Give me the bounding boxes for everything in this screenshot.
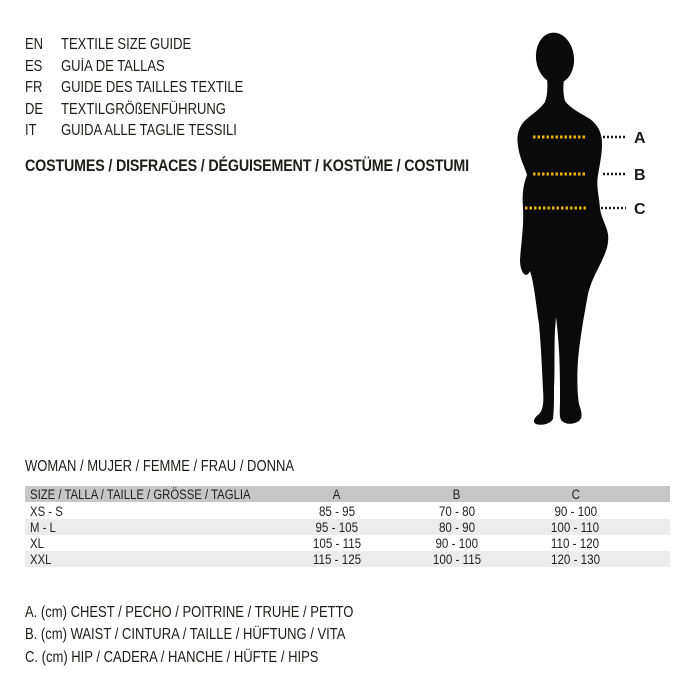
legend-hip: C. (cm) HIP / CADERA / HANCHE / HÜFTE / HIPS <box>25 648 319 666</box>
cell-size: XS - S <box>30 503 63 519</box>
language-text-it: GUIDA ALLE TAGLIE TESSILI <box>61 122 237 139</box>
measurement-legend <box>25 602 416 669</box>
language-text-de: TEXTILGRÖßENFÜHRUNG <box>61 100 226 118</box>
cell-size: XL <box>30 535 44 551</box>
measure-label-a: A <box>634 130 646 147</box>
cell-size: XXL <box>30 551 52 567</box>
category-title: COSTUMES / DISFRACES / DÉGUISEMENT / KOSTÜME / COSTUMI <box>25 156 469 175</box>
language-code-fr: FR <box>25 79 43 96</box>
language-row-it <box>25 120 278 142</box>
cell-c: 120 - 130 <box>550 551 601 567</box>
language-row-de <box>25 99 278 121</box>
table-row-xs-s <box>25 503 670 520</box>
measure-label-b: B <box>634 167 646 184</box>
measure-label-c: C <box>634 201 646 218</box>
language-text-fr: GUIDE DES TAILLES TEXTILE <box>61 79 244 96</box>
language-code-en: EN <box>25 36 44 53</box>
cell-a: 115 - 125 <box>312 551 362 567</box>
cell-size: M - L <box>30 519 56 535</box>
language-list <box>25 34 278 142</box>
cell-b: 90 - 100 <box>435 535 479 551</box>
language-text-es: GUÍA DE TALLAS <box>61 57 165 75</box>
cell-b: 70 - 80 <box>438 503 476 519</box>
woman-measurement-figure <box>450 20 700 460</box>
cell-a: 95 - 105 <box>315 519 359 535</box>
cell-c: 90 - 100 <box>554 503 597 519</box>
cell-b: 80 - 90 <box>438 519 476 535</box>
table-row-xxl <box>25 551 670 567</box>
legend-chest: A. (cm) CHEST / PECHO / POITRINE / TRUHE / PETTO <box>25 604 354 621</box>
table-row-m-l <box>25 519 670 535</box>
size-table-header-row <box>25 486 670 503</box>
size-table-header-a: A <box>333 486 341 502</box>
cell-c: 100 - 110 <box>551 519 600 535</box>
size-table-header-c: C <box>571 486 580 502</box>
table-row-xl <box>25 535 670 551</box>
cell-c: 110 - 120 <box>551 535 600 551</box>
language-code-it: IT <box>25 122 37 139</box>
woman-silhouette <box>517 77 608 425</box>
language-code-es: ES <box>25 57 43 75</box>
size-table-header-size: SIZE / TALLA / TAILLE / GRÖSSE / TAGLIA <box>30 486 251 502</box>
legend-waist: B. (cm) WAIST / CINTURA / TAILLE / HÜFTUNG / VITA <box>25 626 346 644</box>
silhouette-svg <box>450 20 700 460</box>
size-table-header-b: B <box>453 486 461 502</box>
language-row-en <box>25 34 278 56</box>
table-group-title: WOMAN / MUJER / FEMME / FRAU / DONNA <box>25 458 295 475</box>
language-text-en: TEXTILE SIZE GUIDE <box>61 36 192 53</box>
cell-b: 100 - 115 <box>432 551 482 567</box>
language-code-de: DE <box>25 100 44 118</box>
language-row-fr <box>25 77 278 99</box>
size-table <box>25 486 670 567</box>
language-row-es <box>25 56 278 78</box>
cell-a: 85 - 95 <box>318 503 356 519</box>
cell-a: 105 - 115 <box>312 535 362 551</box>
